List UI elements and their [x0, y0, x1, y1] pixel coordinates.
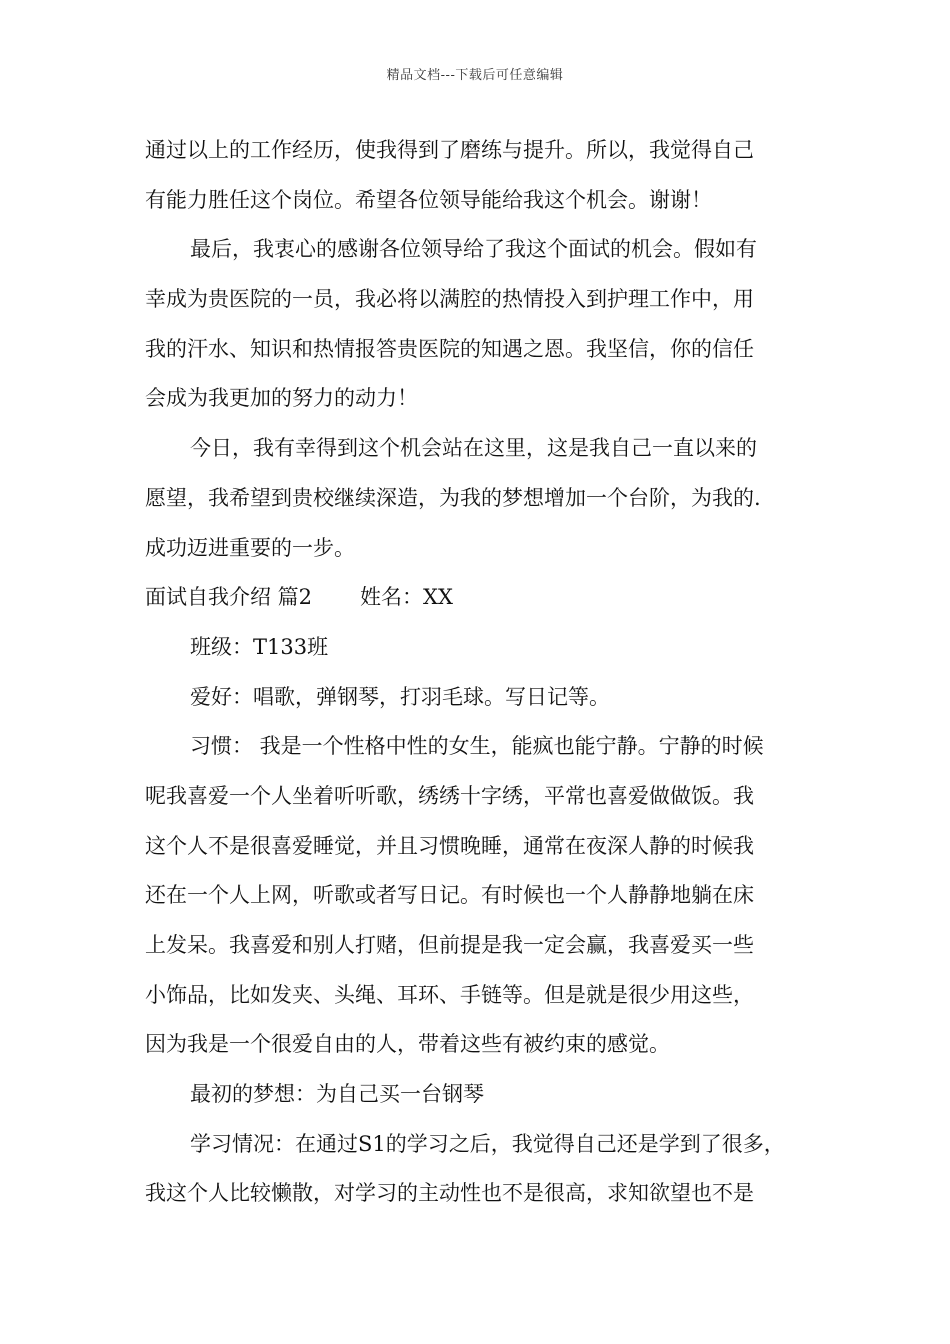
text-line: 通过以上的工作经历，使我得到了磨练与提升。所以，我觉得自己 — [145, 138, 754, 162]
text-line: 成功迈进重要的一步。 — [145, 535, 355, 560]
section-heading-line — [145, 573, 815, 623]
text-line: 这个人不是很喜爱睡觉，并且习惯晚睡，通常在夜深人静的时候我 — [145, 833, 754, 858]
text-line: 学习情况：在通过S1的学习之后，我觉得自己还是学到了很多， — [190, 1131, 785, 1156]
name-field: 姓名：XX — [360, 585, 453, 610]
text-line: 我的汗水、知识和热情报答贵医院的知遇之恩。我坚信，你的信任 — [145, 336, 754, 361]
document-body — [145, 126, 815, 1219]
text-line: 呢我喜爱一个人坐着听听歌，绣绣十字绣，平常也喜爱做做饭。我 — [145, 783, 754, 808]
text-line: 幸成为贵医院的一员，我必将以满腔的热情投入到护理工作中，用 — [145, 287, 754, 312]
text-line: 愿望，我希望到贵校继续深造，为我的梦想增加一个台阶，为我的. — [145, 485, 761, 510]
text-line: 今日，我有幸得到这个机会站在这里，这是我自己一直以来的 — [190, 436, 757, 461]
text-line: 会成为我更加的努力的动力！ — [145, 386, 418, 411]
text-line: 因为我是一个很爱自由的人，带着这些有被约束的感觉。 — [145, 1032, 670, 1057]
text-line: 最后，我衷心的感谢各位领导给了我这个面试的机会。假如有 — [190, 237, 757, 262]
text-line: 上发呆。我喜爱和别人打赌，但前提是我一定会赢，我喜爱买一些 — [145, 933, 754, 957]
text-line: 有能力胜任这个岗位。希望各位领导能给我这个机会。谢谢！ — [145, 187, 712, 212]
text-line: 班级：T133班 — [190, 634, 329, 659]
section-heading: 面试自我介绍 篇2 — [145, 585, 313, 610]
text-line: 习惯： 我是一个性格中性的女生，能疯也能宁静。宁静的时候 — [190, 734, 764, 759]
page-header: 精品文档---下载后可任意编辑 — [386, 68, 564, 83]
text-line: 最初的梦想：为自己买一台钢琴 — [190, 1082, 484, 1107]
text-line: 还在一个人上网，听歌或者写日记。有时候也一个人静静地躺在床 — [145, 883, 754, 908]
text-line: 我这个人比较懒散，对学习的主动性也不是很高，求知欲望也不是 — [145, 1181, 754, 1206]
text-line: 爱好：唱歌，弹钢琴，打羽毛球。写日记等。 — [190, 684, 610, 709]
text-line: 小饰品，比如发夹、头绳、耳环、手链等。但是就是很少用这些， — [145, 982, 754, 1007]
